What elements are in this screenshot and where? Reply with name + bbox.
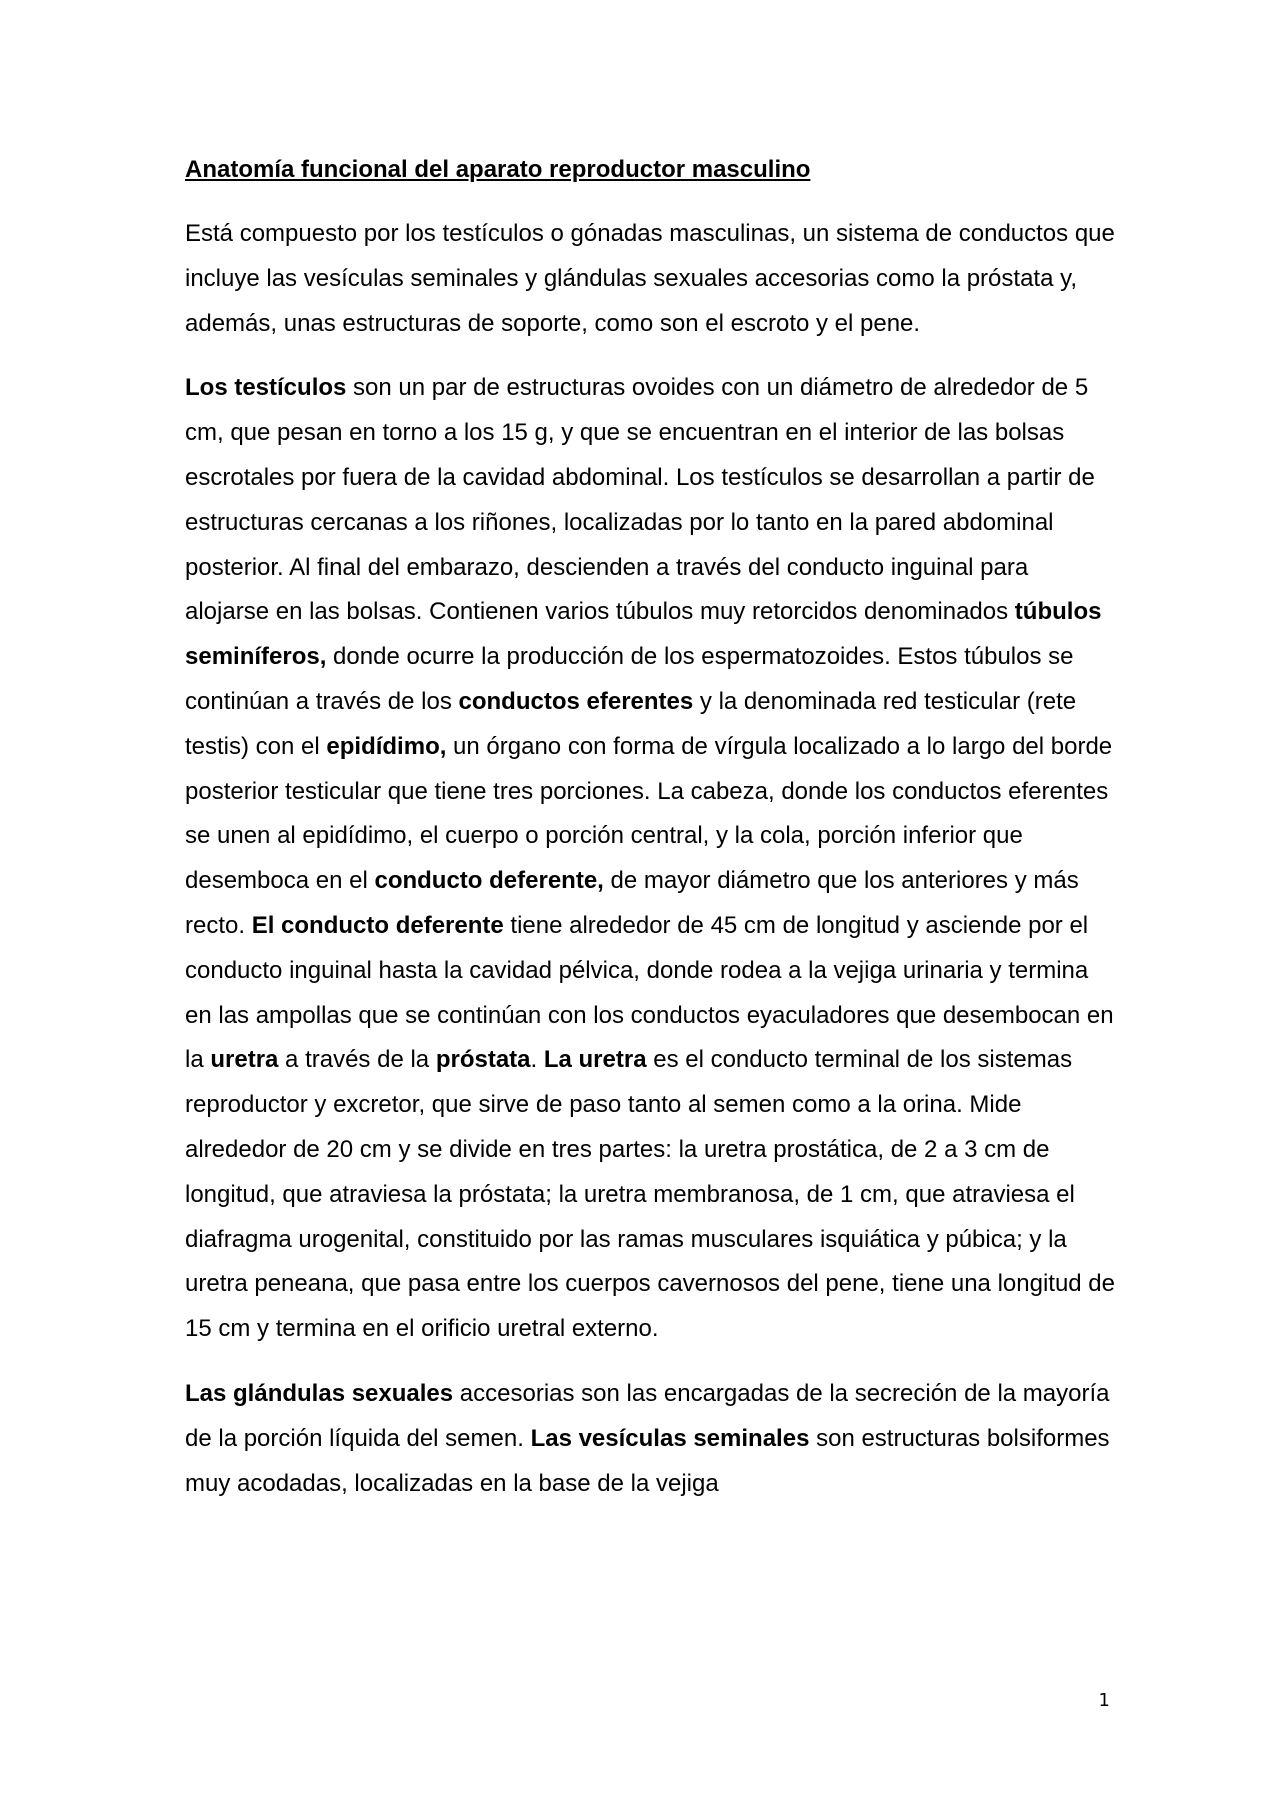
text-segment: un órgano con forma de vírgula localizado a lo largo del borde posterior testicular que tiene tres porciones. La cabeza, donde los conductos eferentes se unen al epidídimo, el cuerpo o porción central, y la cola, porción inferior que desemboca en el [185,732,1113,895]
bold-term: Las glándulas sexuales [185,1379,454,1407]
page-number: 1 [1098,1690,1110,1711]
paragraph [185,1372,1115,1506]
bold-term: La uretra [543,1046,647,1074]
document-body [185,148,1115,1526]
bold-term: Las vesículas seminales [530,1424,810,1452]
paragraph [185,366,1115,1352]
bold-term: epidídimo, [326,732,447,760]
paragraph-list [185,212,1115,1506]
bold-term: El conducto deferente [251,911,504,939]
text-segment: donde ocurre la producción de los espermatozoides. Estos túbulos se continúan a través de los [185,643,1074,715]
text-segment: . [530,1046,544,1074]
text-segment: Está compuesto por los testículos o gónadas masculinas, un sistema de conductos que incluye las vesículas seminales y glándulas sexuales accesorias como la próstata y, además, unas estructuras de soporte, como son el escroto y el pene. [185,220,1115,337]
text-segment: es el conducto terminal de los sistemas reproductor y excretor, que sirve de paso tanto al semen como a la orina. Mide alrededor de 20 cm y se divide en tres partes: la uretra prostática, de 2 a 3 cm de longitud, que atraviesa la próstata; la uretra membranosa, de 1 cm, que atraviesa el diafragma urogenital, constituido por las ramas musculares isquiática y púbica; y la uretra peneana, que pasa entre los cuerpos cavernosos del pene, tiene una longitud de 15 cm y termina en el orificio uretral externo. [185,1046,1115,1343]
bold-term: uretra [210,1046,279,1074]
bold-term: Los testículos [185,374,347,402]
text-segment: y la denominada red testicular (rete testis) con el [185,687,1077,760]
text-segment: tiene alrededor de 45 cm de longitud y asciende por el conducto inguinal hasta la cavidad pélvica, donde rodea a la vejiga urinaria y termina en las ampollas que se continúan con los conductos eyaculadores que desembocan en la [185,911,1114,1074]
text-segment: de mayor diámetro que los anteriores y más recto. [185,867,1079,939]
text-segment: accesorias son las encargadas de la secreción de la mayoría de la porción líquida del semen. [185,1379,1110,1452]
bold-term: túbulos seminíferos, [185,598,1102,671]
text-segment: son un par de estructuras ovoides con un diámetro de alrededor de 5 cm, que pesan en torno a los 15 g, y que se encuentran en el interior de las bolsas escrotales por fuera de la cavidad abdominal. Los testículos se desarrollan a partir de estructuras cercanas a los riñones, localizadas por lo tanto en la pared abdominal posterior. Al final del embarazo, descienden a través del conducto inguinal para alojarse en las bolsas. Contienen varios túbulos muy retorcidos denominados [185,374,1095,626]
bold-term: conductos eferentes [458,687,694,715]
text-segment: son estructuras bolsiformes muy acodadas, localizadas en la base de la vejiga [185,1424,1110,1497]
bold-term: conducto deferente, [374,867,604,895]
paragraph [185,212,1115,346]
document-title: Anatomía funcional del aparato reproductor masculino [185,156,811,183]
bold-term: próstata [435,1046,531,1074]
text-segment: a través de la [278,1046,436,1074]
